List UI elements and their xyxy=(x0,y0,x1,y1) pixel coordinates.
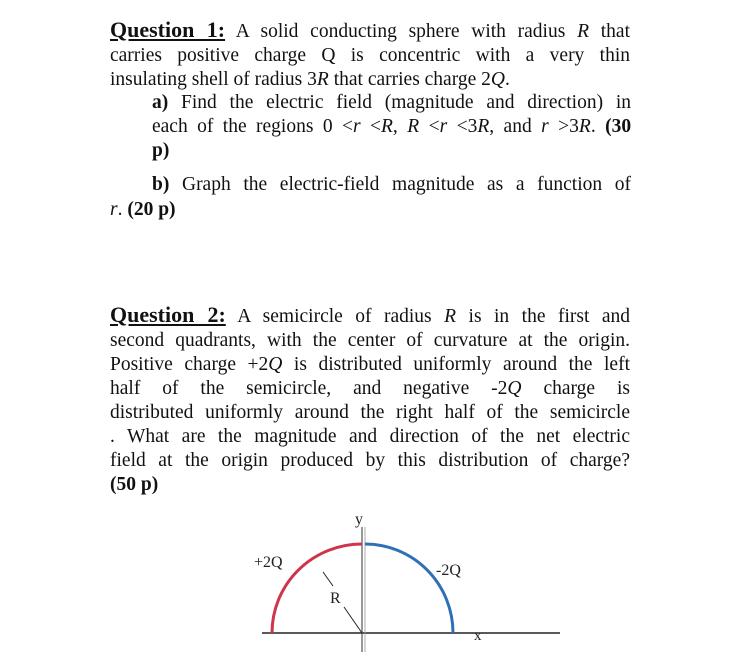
q2-heading: Question 2: xyxy=(110,302,226,327)
left-arc-positive xyxy=(272,544,362,633)
q2-line-2: second quadrants, with the center of curvature at the origin. xyxy=(110,330,630,351)
radius-line xyxy=(323,572,333,586)
q2-line-3: Positive charge +2Q is distributed uniformly around the left xyxy=(110,354,630,375)
q1-part-a-line-2: each of the regions 0 <r <R, R <r <3R, and r >3R. (30 xyxy=(152,116,632,137)
q2-points: (50 p) xyxy=(110,474,159,495)
left-charge-label: +2Q xyxy=(254,554,283,571)
radius-label: R xyxy=(330,590,341,607)
q2-line-1: Question 2: A semicircle of radius R is in the first and xyxy=(110,302,630,327)
y-axis-label: y xyxy=(355,511,363,528)
q1-part-a-line-3: p) xyxy=(152,140,170,161)
q1-part-b-line-1: b) Graph the electric-field magnitude as a function of xyxy=(152,174,632,195)
q1-part-b-cont: r. (20 p) xyxy=(110,199,176,220)
q2-line-4: half of the semicircle, and negative -2Q charge is xyxy=(110,378,630,399)
q2-line-5: distributed uniformly around the right half of the semicircle xyxy=(110,402,630,423)
radius-line-lower xyxy=(344,607,362,633)
q1-line-2: carries positive charge Q is concentric with a very thin xyxy=(110,45,630,66)
right-arc-negative xyxy=(365,544,453,633)
q1-part-a-line-1: a) Find the electric field (magnitude and direction) in xyxy=(152,92,631,113)
x-axis-label: x xyxy=(474,628,482,644)
q2-line-7: field at the origin produced by this distribution of charge? xyxy=(110,450,630,471)
q2-line-6: . What are the magnitude and direction of the net electric xyxy=(110,426,630,447)
q1-heading: Question 1: xyxy=(110,17,226,42)
q1-line-1: Question 1: A solid conducting sphere with radius R that xyxy=(110,17,631,42)
right-charge-label: -2Q xyxy=(436,562,461,579)
q1-line-3: insulating shell of radius 3R that carries charge 2Q. xyxy=(110,69,510,90)
